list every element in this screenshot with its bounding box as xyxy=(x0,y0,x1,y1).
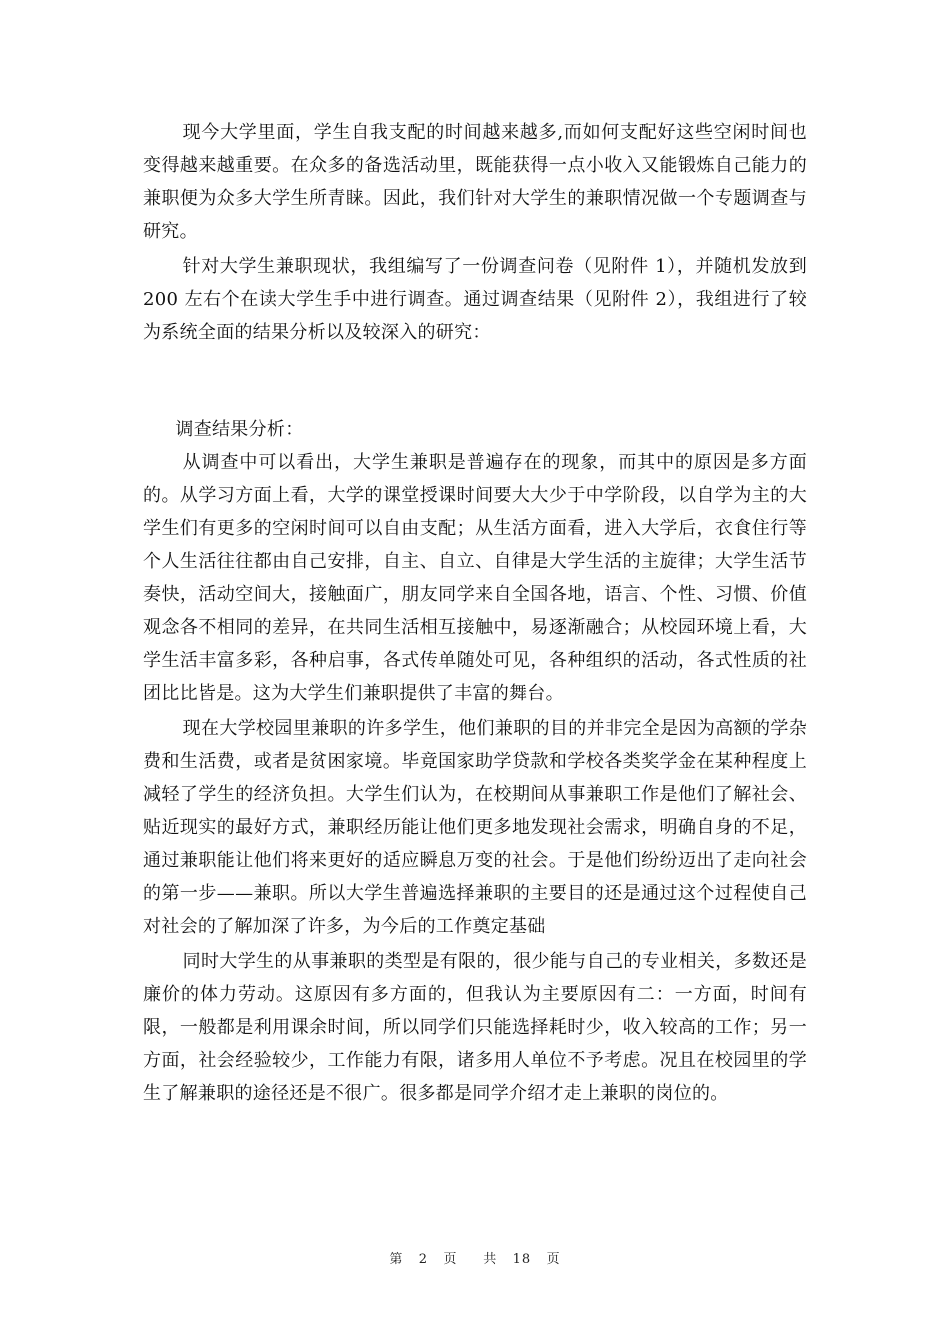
footer-total-unit: 页 xyxy=(546,1252,561,1267)
footer-page-number: 2 xyxy=(418,1252,429,1267)
footer-page-unit: 页 xyxy=(443,1252,458,1267)
page-footer xyxy=(0,1248,950,1267)
analysis-paragraph-1: 从调查中可以看出，大学生兼职是普遍存在的现象，而其中的原因是多方面的。从学习方面上看，大学的课堂授课时间要大大少于中学阶段，以自学为主的大学生们有更多的空闲时间可以自由支配；从生活方面看，进入大学后，衣食住行等个人生活往往都由自己安排，自主、自立、自律是大学生活的主旋律；大学生活节奏快，活动空间大，接触面广，朋友同学来自全国各地，语言、个性、习惯、价值观念各不相同的差异，在共同生活相互接触中，易逐渐融合；从校园环境上看，大学生活丰富多彩，各种启事，各式传单随处可见，各种组织的活动，各式性质的社团比比皆是。这为大学生们兼职提供了丰富的舞台。 xyxy=(143,452,807,704)
analysis-paragraph-2: 现在大学校园里兼职的许多学生，他们兼职的目的并非完全是因为高额的学杂费和生活费，或者是贫困家境。毕竟国家助学贷款和学校各类奖学金在某种程度上减轻了学生的经济负担。大学生们认为，在校期间从事兼职工作是他们了解社会、贴近现实的最好方式，兼职经历能让他们更多地发现社会需求，明确自身的不足，通过兼职能让他们将来更好的适应瞬息万变的社会。于是他们纷纷迈出了走向社会的第一步——兼职。所以大学生普遍选择兼职的主要目的还是通过这个过程使自己对社会的了解加深了许多，为今后的工作奠定基础 xyxy=(143,718,807,937)
intro-section xyxy=(143,116,807,351)
section-heading: 调查结果分析： xyxy=(175,419,304,440)
intro-paragraph-1: 现今大学里面，学生自我支配的时间越来越多,而如何支配好这些空闲时间也变得越来越重要。在众多的备选活动里，既能获得一点小收入又能锻炼自己能力的兼职便为众多大学生所青睐。因此，我们针对大学生的兼职情况做一个专题调查与研究。 xyxy=(143,122,807,242)
analysis-paragraph-3: 同时大学生的从事兼职的类型是有限的，很少能与自己的专业相关，多数还是廉价的体力劳动。这原因有多方面的，但我认为主要原因有二：一方面，时间有限，一般都是利用课余时间，所以同学们只能选择耗时少，收入较高的工作；另一方面，社会经验较少，工作能力有限，诸多用人单位不予考虑。况且在校园里的学生了解兼职的途径还是不很广。很多都是同学介绍才走上兼职的岗位的。 xyxy=(143,951,807,1104)
analysis-section xyxy=(143,413,807,1112)
footer-page-prefix: 第 xyxy=(389,1252,404,1267)
footer-total-prefix: 共 xyxy=(483,1252,498,1267)
intro-paragraph-2: 针对大学生兼职现状，我组编写了一份调查问卷（见附件 1），并随机发放到 200 左右个在读大学生手中进行调查。通过调查结果（见附件 2），我组进行了较为系统全面的结果分析以及较深入的研究： xyxy=(143,256,807,343)
footer-total-pages: 18 xyxy=(512,1252,532,1267)
